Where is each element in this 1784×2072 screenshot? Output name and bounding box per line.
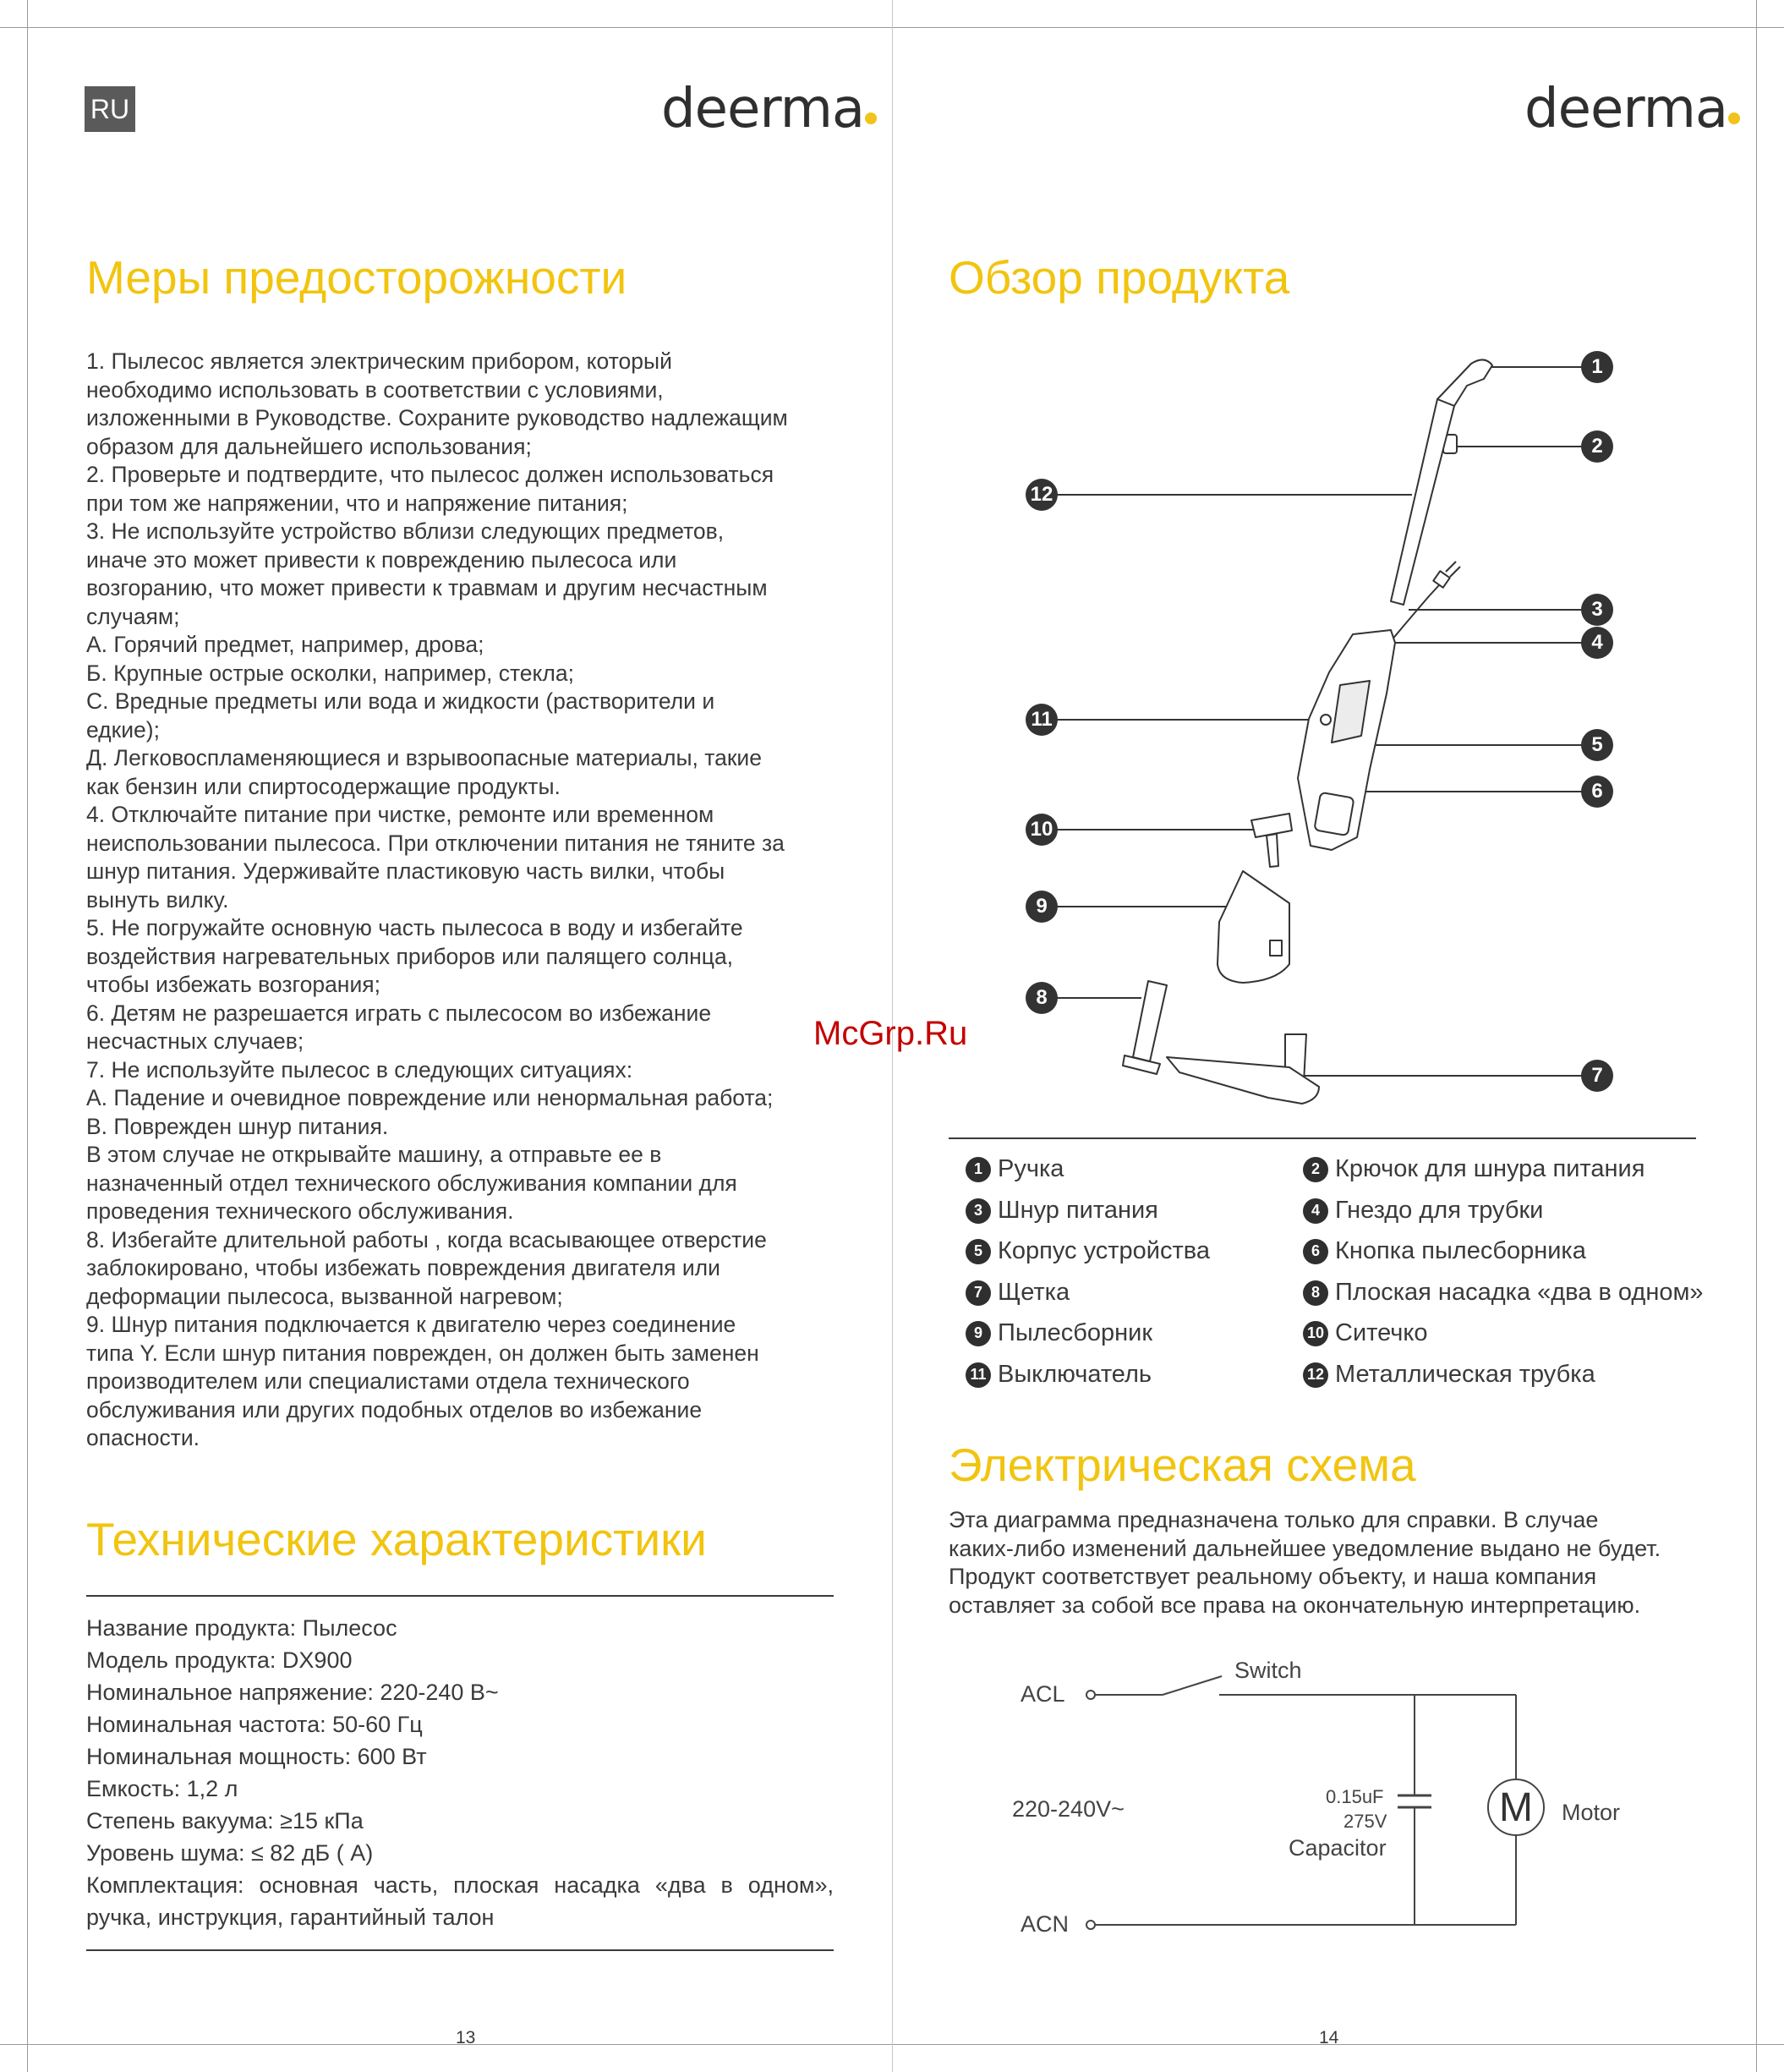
- callout-3: 3: [1581, 594, 1613, 626]
- product-illustration: [998, 338, 1674, 1125]
- precautions-body-line: С. Вредные предметы или вода и жидкости (растворители и: [86, 688, 715, 714]
- electrical-note: [949, 1506, 1710, 1620]
- callout-6: 6: [1581, 776, 1613, 808]
- precautions-body-line: 7. Не используйте пылесос в следующих ситуациях:: [86, 1056, 633, 1083]
- acl-label: ACL: [1021, 1681, 1065, 1707]
- legend-number-badge: 9: [966, 1321, 991, 1346]
- logo-dot: [865, 112, 877, 124]
- precautions-body-line: проведения технического обслуживания.: [86, 1198, 514, 1224]
- brand-logo-right: [1524, 78, 1740, 140]
- acn-terminal: [1086, 1921, 1095, 1929]
- legend-item: [1303, 1319, 1428, 1347]
- precautions-body-line: при том же напряжении, что и напряжение питания;: [86, 490, 628, 516]
- legend-number-badge: 10: [1303, 1321, 1328, 1346]
- plug-part: [1433, 571, 1449, 587]
- legend-number-badge: 5: [966, 1239, 991, 1264]
- filter-part: [1251, 814, 1292, 837]
- electrical-title: Электрическая схема: [949, 1439, 1416, 1491]
- dust-button-part: [1314, 792, 1354, 836]
- precautions-body-line: шнур питания. Удерживайте пластиковую часть вилки, чтобы: [86, 858, 725, 884]
- specs-rule-top: [86, 1595, 834, 1597]
- precautions-body-line: В. Поврежден шнур питания.: [86, 1113, 389, 1139]
- legend-label: Пылесборник: [998, 1319, 1153, 1346]
- logo-text: deerma: [661, 78, 865, 140]
- precautions-body-line: 8. Избегайте длительной работы , когда всасывающее отверстие: [86, 1226, 767, 1253]
- cap-voltage-label: 275V: [1343, 1811, 1387, 1832]
- precautions-title: Меры предосторожности: [86, 251, 627, 304]
- legend-item: [966, 1319, 1152, 1347]
- callout-4: 4: [1581, 627, 1613, 659]
- filter-stem: [1267, 834, 1278, 867]
- precautions-body-line: изложенными в Руководстве. Сохраните руководство надлежащим: [86, 405, 788, 430]
- acl-terminal: [1086, 1691, 1095, 1699]
- precautions-body-line: опасности.: [86, 1425, 200, 1450]
- legend-item: [966, 1237, 1210, 1265]
- electrical-note-line: оставляет за собой все права на окончательную интерпретацию.: [949, 1592, 1641, 1618]
- precautions-body-line: 6. Детям не разрешается играть с пылесосом во избежание: [86, 1000, 712, 1026]
- cap-value-label: 0.15uF: [1326, 1786, 1384, 1807]
- specs-body-line: ручка, инструкция, гарантийный талон: [86, 1905, 495, 1930]
- electrical-note-line: Эта диаграмма предназначена только для справки. В случае: [949, 1507, 1599, 1532]
- power-switch-part: [1321, 715, 1331, 725]
- legend-number-badge: 11: [966, 1362, 991, 1388]
- plug-pin: [1450, 567, 1460, 577]
- legend-number-badge: 12: [1303, 1362, 1328, 1388]
- precautions-body-line: 3. Не используйте устройство вблизи следующих предметов,: [86, 518, 725, 544]
- plug-pin: [1446, 562, 1456, 572]
- specs-title: Технические характеристики: [86, 1513, 707, 1565]
- callout-11: 11: [1026, 704, 1058, 736]
- legend-item: [966, 1197, 1158, 1225]
- callout-5: 5: [1581, 729, 1613, 761]
- legend-label: Ручка: [998, 1155, 1064, 1182]
- specs-body: [86, 1612, 834, 1933]
- precautions-body-line: как бензин или спиртосодержащие продукты.: [86, 773, 561, 799]
- legend-rule: [949, 1137, 1696, 1139]
- precautions-body-line: В этом случае не открывайте машину, а отправьте ее в: [86, 1142, 662, 1167]
- legend-number-badge: 2: [1303, 1157, 1328, 1182]
- electrical-note-line: Продукт соответствует реальному объекту, и наша компания: [949, 1564, 1597, 1589]
- legend-number-badge: 6: [1303, 1239, 1328, 1264]
- callout-10: 10: [1026, 814, 1058, 846]
- legend-item: [1303, 1237, 1586, 1265]
- legend-number-badge: 3: [966, 1198, 991, 1224]
- precautions-body-line: образом для дальнейшего использования;: [86, 433, 532, 459]
- callout-9: 9: [1026, 891, 1058, 923]
- electrical-note-line: каких-либо изменений дальнейшее уведомление выдано не будет.: [949, 1535, 1661, 1561]
- precautions-body-line: чтобы избежать возгорания;: [86, 972, 380, 997]
- acn-label: ACN: [1021, 1911, 1070, 1937]
- callout-1: 1: [1581, 351, 1613, 383]
- precautions-body-line: Д. Легковоспламеняющиеся и взрывоопасные материалы, такие: [86, 745, 762, 770]
- callout-12: 12: [1026, 479, 1058, 511]
- precautions-body-line: едкие);: [86, 716, 160, 743]
- callout-8: 8: [1026, 982, 1058, 1014]
- precautions-body: [86, 348, 847, 1453]
- switch-blade: [1163, 1676, 1222, 1695]
- motor-symbol: M: [1499, 1785, 1533, 1830]
- legend-item: [966, 1155, 1064, 1183]
- precautions-body-line: заблокировано, чтобы избежать повреждения двигателя или: [86, 1255, 720, 1280]
- watermark: McGrp.Ru: [813, 1015, 968, 1052]
- precautions-body-line: несчастных случаев;: [86, 1028, 304, 1054]
- legend-item: [1303, 1197, 1543, 1225]
- precautions-body-line: необходимо использовать в соответствии с условиями,: [86, 376, 664, 403]
- legend-label: Корпус устройства: [998, 1237, 1210, 1264]
- legend-label: Гнездо для трубки: [1335, 1197, 1544, 1224]
- legend-item: [966, 1279, 1070, 1307]
- specs-body-line: Емкость: 1,2 л: [86, 1776, 238, 1801]
- logo-text: deerma: [1524, 78, 1728, 140]
- legend-label: Плоская насадка «два в одном»: [1335, 1279, 1704, 1306]
- language-badge: RU: [85, 86, 135, 132]
- motor-label: Motor: [1562, 1800, 1621, 1825]
- brand-logo-left: [661, 78, 877, 140]
- legend-item: [1303, 1361, 1595, 1389]
- legend-label: Металлическая трубка: [1335, 1361, 1595, 1388]
- specs-rule-bottom: [86, 1949, 834, 1951]
- specs-body-line: Уровень шума: ≤ 82 дБ ( А): [86, 1840, 374, 1866]
- legend-label: Щетка: [998, 1279, 1070, 1306]
- page-number-right: 14: [1319, 2028, 1339, 2047]
- trim-line-left: [27, 0, 28, 2072]
- specs-body-line: Комплектация: основная часть, плоская насадка «два в одном»,: [86, 1872, 834, 1898]
- specs-body-line: Название продукта: Пылесос: [86, 1615, 397, 1641]
- dust-bin-latch: [1270, 940, 1282, 956]
- legend-number-badge: 7: [966, 1280, 991, 1306]
- legend-label: Выключатель: [998, 1361, 1152, 1388]
- capacitor-label: Capacitor: [1289, 1835, 1387, 1861]
- precautions-body-line: назначенный отдел технического обслуживания компании для: [86, 1170, 737, 1196]
- legend-label: Ситечко: [1335, 1319, 1428, 1346]
- legend-label: Шнур питания: [998, 1197, 1158, 1224]
- legend-item: [966, 1361, 1152, 1389]
- legend-number-badge: 8: [1303, 1280, 1328, 1306]
- precautions-body-line: деформации пылесоса, вызванной нагревом;: [86, 1283, 563, 1309]
- page-number-left: 13: [456, 2028, 476, 2047]
- legend-item: [1303, 1279, 1704, 1307]
- trim-line-right: [1756, 0, 1757, 2072]
- callout-7: 7: [1581, 1060, 1613, 1092]
- precautions-body-line: возгоранию, что может привести к травмам и другим несчастным: [86, 575, 768, 600]
- precautions-body-line: 1. Пылесос является электрическим прибором, который: [86, 348, 672, 374]
- crevice-tool-part: [1133, 981, 1167, 1061]
- precautions-body-line: воздействия нагревательных приборов или палящего солнца,: [86, 943, 734, 969]
- precautions-body-line: 9. Шнур питания подключается к двигателю через соединение: [86, 1312, 736, 1337]
- precautions-body-line: вынуть вилку.: [86, 886, 229, 913]
- precautions-body-line: 2. Проверьте и подтвердите, что пылесос должен использоваться: [86, 462, 774, 487]
- switch-label: Switch: [1234, 1658, 1302, 1683]
- precautions-body-line: А. Горячий предмет, например, дрова;: [86, 632, 484, 657]
- specs-body-line: Номинальная мощность: 600 Вт: [86, 1744, 427, 1769]
- specs-body-line: Модель продукта: DX900: [86, 1647, 353, 1673]
- precautions-body-line: случаям;: [86, 603, 180, 629]
- legend-label: Крючок для шнура питания: [1335, 1155, 1645, 1182]
- precautions-body-line: неиспользовании пылесоса. При отключении питания не тяните за: [86, 830, 785, 856]
- overview-title: Обзор продукта: [949, 251, 1290, 304]
- precautions-body-line: 4. Отключайте питание при чистке, ремонте или временном: [86, 802, 714, 827]
- precautions-body-line: производителем или специалистами отдела технического: [86, 1368, 690, 1394]
- dust-bin-part: [1218, 871, 1289, 983]
- precautions-body-line: 5. Не погружайте основную часть пылесоса в воду и избегайте: [86, 915, 743, 940]
- legend-label: Кнопка пылесборника: [1335, 1237, 1586, 1264]
- legend-number-badge: 4: [1303, 1198, 1328, 1224]
- handle-part: [1437, 359, 1492, 406]
- specs-body-line: Степень вакуума: ≥15 кПа: [86, 1808, 364, 1834]
- precautions-body-line: Б. Крупные острые осколки, например, стекла;: [86, 660, 574, 686]
- legend-item: [1303, 1155, 1644, 1183]
- precautions-body-line: обслуживания или других подобных отделов во избежание: [86, 1396, 703, 1422]
- specs-body-line: Номинальное напряжение: 220-240 В~: [86, 1680, 499, 1705]
- precautions-body-line: иначе это может привести к повреждению пылесоса или: [86, 546, 677, 573]
- callout-2: 2: [1581, 430, 1613, 463]
- logo-dot: [1728, 112, 1740, 124]
- precautions-body-line: типа Y. Если шнур питания поврежден, он должен быть заменен: [86, 1340, 759, 1366]
- precautions-body-line: А. Падение и очевидное повреждение или ненормальная работа;: [86, 1085, 774, 1110]
- voltage-label: 220-240V~: [1012, 1796, 1125, 1822]
- specs-body-line: Номинальная частота: 50-60 Гц: [86, 1712, 423, 1737]
- legend-number-badge: 1: [966, 1157, 991, 1182]
